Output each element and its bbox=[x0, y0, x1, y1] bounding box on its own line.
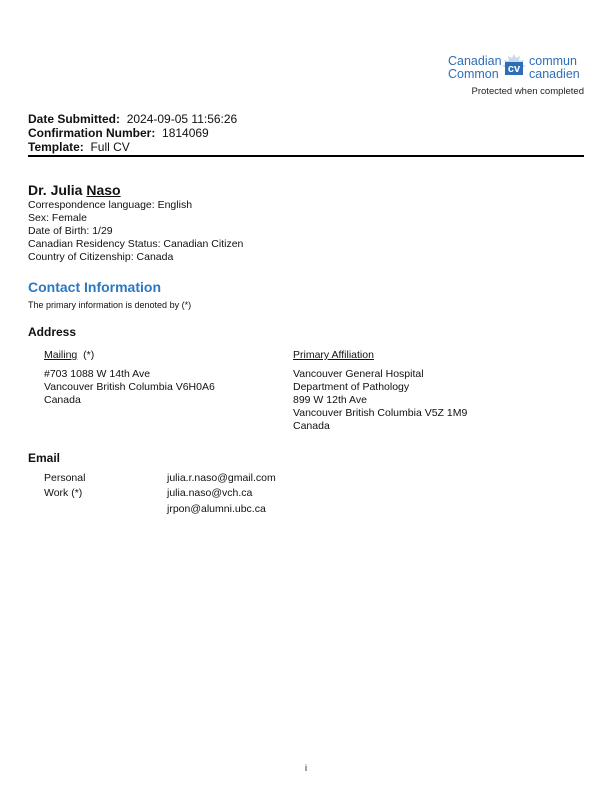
date-submitted-value: 2024-09-05 11:56:26 bbox=[126, 112, 238, 126]
mailing-line-3: Canada bbox=[44, 394, 81, 406]
template-value: Full CV bbox=[90, 140, 130, 154]
primary-affiliation-heading bbox=[293, 349, 374, 361]
confirmation-number-line bbox=[28, 126, 209, 140]
person-last-name: Naso bbox=[86, 182, 121, 198]
sex: Sex: Female bbox=[28, 212, 87, 224]
date-of-birth: Date of Birth: 1/29 bbox=[28, 225, 113, 237]
logo-word-canadien: canadien bbox=[529, 67, 580, 81]
logo-word-common: Common bbox=[448, 67, 499, 81]
affiliation-line-1: Vancouver General Hospital bbox=[293, 368, 424, 380]
primary-affiliation-title: Primary Affiliation bbox=[293, 349, 374, 361]
residency-status: Canadian Residency Status: Canadian Citizen bbox=[28, 238, 244, 250]
primary-info-note: The primary information is denoted by (*) bbox=[28, 300, 192, 310]
page-number: i bbox=[305, 763, 307, 773]
template-line bbox=[28, 140, 130, 154]
date-submitted-label: Date Submitted: bbox=[28, 112, 121, 126]
affiliation-line-3: 899 W 12th Ave bbox=[293, 394, 367, 406]
email-type-personal: Personal bbox=[44, 472, 86, 484]
maple-leaf-cv-icon bbox=[501, 54, 527, 76]
logo-mark-text: cv bbox=[507, 63, 521, 75]
mailing-line-1: #703 1088 W 14th Ave bbox=[44, 368, 151, 380]
email-heading: Email bbox=[28, 451, 61, 465]
email-address-personal: julia.r.naso@gmail.com bbox=[167, 472, 276, 484]
affiliation-line-5: Canada bbox=[293, 420, 330, 432]
canadian-common-cv-logo bbox=[448, 44, 588, 84]
correspondence-language: Correspondence language: English bbox=[28, 199, 193, 211]
confirmation-number-label: Confirmation Number: bbox=[28, 126, 156, 140]
logo-word-canadian: Canadian bbox=[448, 54, 502, 68]
country-of-citizenship: Country of Citizenship: Canada bbox=[28, 251, 174, 263]
address-heading: Address bbox=[28, 325, 77, 339]
person-name bbox=[28, 182, 121, 198]
template-label: Template: bbox=[28, 140, 84, 154]
affiliation-line-2: Department of Pathology bbox=[293, 381, 410, 393]
email-type-work: Work (*) bbox=[44, 487, 83, 499]
affiliation-line-4: Vancouver British Columbia V5Z 1M9 bbox=[293, 407, 468, 419]
mailing-primary-marker: (*) bbox=[83, 349, 95, 361]
header-divider bbox=[28, 155, 584, 157]
contact-information-heading: Contact Information bbox=[28, 279, 161, 295]
logo-word-commun: commun bbox=[529, 54, 577, 68]
mailing-title: Mailing bbox=[44, 349, 78, 361]
person-name-prefix: Dr. Julia bbox=[28, 182, 83, 198]
mailing-address-heading bbox=[44, 349, 94, 361]
protected-note: Protected when completed bbox=[471, 86, 584, 97]
mailing-line-2: Vancouver British Columbia V6H0A6 bbox=[44, 381, 215, 393]
email-address-alumni: jrpon@alumni.ubc.ca bbox=[167, 503, 266, 515]
date-submitted-line bbox=[28, 112, 237, 126]
confirmation-number-value: 1814069 bbox=[162, 126, 209, 140]
email-address-work: julia.naso@vch.ca bbox=[167, 487, 253, 499]
